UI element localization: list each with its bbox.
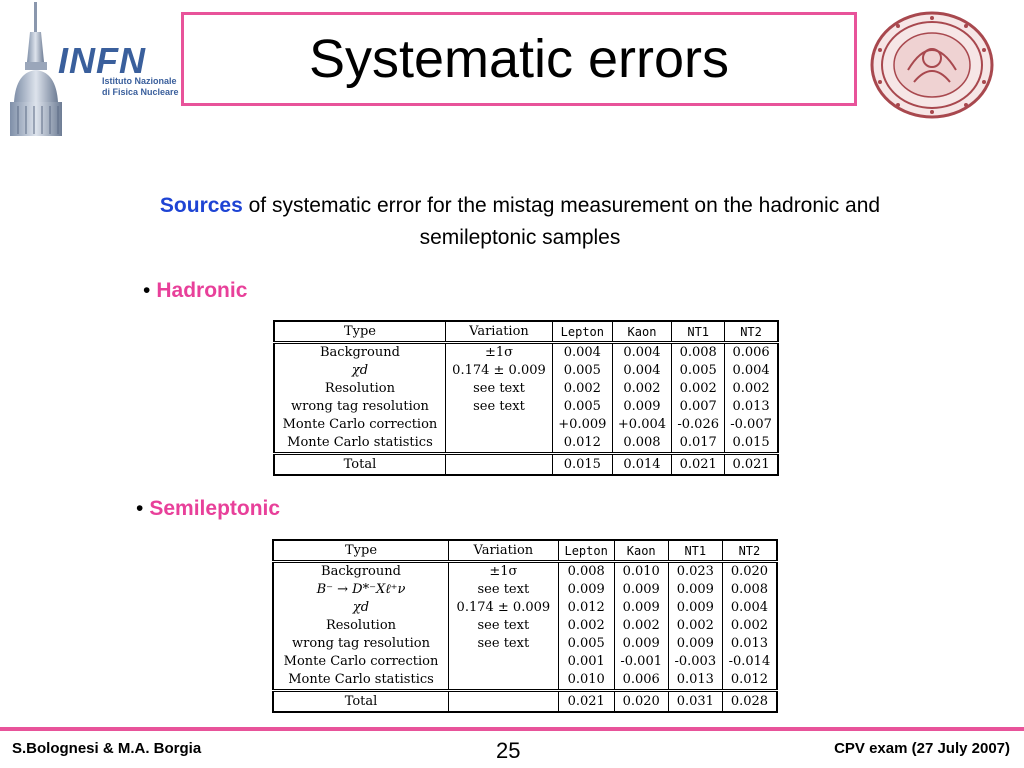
bullet-dot: • bbox=[143, 279, 151, 302]
cell: 0.020 bbox=[722, 562, 777, 582]
table-row bbox=[274, 434, 778, 454]
header-type: Type bbox=[273, 540, 449, 562]
cell: 0.002 bbox=[553, 380, 613, 398]
cell: Background bbox=[321, 564, 401, 579]
cell: Total bbox=[274, 454, 445, 476]
cell: -0.007 bbox=[725, 416, 778, 434]
cell: 0.001 bbox=[558, 653, 614, 671]
cell: 0.009 bbox=[668, 599, 722, 617]
cell: 0.002 bbox=[668, 617, 722, 635]
bullet-semileptonic bbox=[136, 497, 280, 521]
footer-divider bbox=[0, 727, 1024, 731]
cell bbox=[445, 434, 552, 454]
infn-subtitle-line2: di Fisica Nucleare bbox=[102, 87, 179, 97]
cell bbox=[449, 691, 559, 713]
cell: 0.004 bbox=[553, 343, 613, 363]
cell: 0.021 bbox=[558, 691, 614, 713]
cell: -0.001 bbox=[614, 653, 668, 671]
cell: 0.002 bbox=[672, 380, 725, 398]
cell: +0.009 bbox=[553, 416, 613, 434]
cell: 0.002 bbox=[612, 380, 672, 398]
cell: -0.003 bbox=[668, 653, 722, 671]
header-nt1: NT1 bbox=[672, 321, 725, 343]
cell: 0.009 bbox=[614, 635, 668, 653]
cell: 0.174 ± 0.009 bbox=[445, 362, 552, 380]
cell: 0.002 bbox=[558, 617, 614, 635]
infn-subtitle-line1: Istituto Nazionale bbox=[102, 76, 177, 86]
cell: 0.009 bbox=[614, 581, 668, 599]
cell: 0.004 bbox=[612, 343, 672, 363]
cell: see text bbox=[449, 581, 559, 599]
cell: 0.013 bbox=[722, 635, 777, 653]
intro-rest: of systematic error for the mistag measurement on the hadronic and semileptonic samples bbox=[242, 194, 881, 249]
cell: see text bbox=[445, 398, 552, 416]
cell: 0.010 bbox=[558, 671, 614, 691]
cell: -0.026 bbox=[672, 416, 725, 434]
cell: 0.021 bbox=[672, 454, 725, 476]
table-row bbox=[273, 617, 777, 635]
cell: 0.017 bbox=[672, 434, 725, 454]
cell: Resolution bbox=[324, 381, 395, 396]
cell: 0.008 bbox=[612, 434, 672, 454]
cell: 0.012 bbox=[722, 671, 777, 691]
table-row bbox=[274, 380, 778, 398]
table-row bbox=[274, 362, 778, 380]
cell: 0.031 bbox=[668, 691, 722, 713]
cell: 0.012 bbox=[553, 434, 613, 454]
table-row bbox=[274, 416, 778, 434]
infn-logo bbox=[6, 2, 178, 136]
table-total-row bbox=[273, 691, 777, 713]
header-type: Type bbox=[274, 321, 445, 343]
header-kaon: Kaon bbox=[612, 321, 672, 343]
section-label-hadronic: Hadronic bbox=[156, 279, 248, 302]
cell: 0.012 bbox=[558, 599, 614, 617]
table-header-row bbox=[274, 321, 778, 343]
cell: 0.004 bbox=[612, 362, 672, 380]
cell: Monte Carlo statistics bbox=[287, 435, 433, 450]
cell: Monte Carlo correction bbox=[282, 417, 438, 432]
table-row bbox=[273, 635, 777, 653]
cell: 0.020 bbox=[614, 691, 668, 713]
cell: χd bbox=[351, 363, 369, 378]
cell: 0.006 bbox=[725, 343, 778, 363]
cell: +0.004 bbox=[612, 416, 672, 434]
table-row bbox=[273, 562, 777, 582]
cell: 0.004 bbox=[722, 599, 777, 617]
cell: 0.008 bbox=[722, 581, 777, 599]
cell: 0.002 bbox=[725, 380, 778, 398]
cell: 0.009 bbox=[668, 581, 722, 599]
cell: 0.015 bbox=[553, 454, 613, 476]
slide-title: Systematic errors bbox=[308, 29, 730, 89]
header-lepton: Lepton bbox=[553, 321, 613, 343]
table-row bbox=[273, 671, 777, 691]
cell: B⁻ → D*⁻Xℓ⁺ν bbox=[316, 582, 406, 597]
table-total-row bbox=[274, 454, 778, 476]
title-box bbox=[181, 12, 857, 106]
footer-event: CPV exam (27 July 2007) bbox=[834, 740, 1010, 757]
table-row bbox=[273, 653, 777, 671]
cell: 0.009 bbox=[614, 599, 668, 617]
intro-text bbox=[130, 190, 910, 254]
cell: ±1σ bbox=[445, 343, 552, 363]
cell: Monte Carlo statistics bbox=[288, 672, 434, 687]
cell: see text bbox=[445, 380, 552, 398]
cell: 0.021 bbox=[725, 454, 778, 476]
table-row bbox=[274, 343, 778, 363]
intro-highlight: Sources bbox=[159, 194, 243, 217]
header-nt2: NT2 bbox=[725, 321, 778, 343]
cell: 0.005 bbox=[558, 635, 614, 653]
page-number: 25 bbox=[496, 738, 521, 763]
cell: χd bbox=[352, 600, 370, 615]
cell: 0.008 bbox=[558, 562, 614, 582]
header-nt2: NT2 bbox=[722, 540, 777, 562]
cell: 0.005 bbox=[553, 398, 613, 416]
cell: 0.009 bbox=[668, 635, 722, 653]
table-header-row bbox=[273, 540, 777, 562]
cell: 0.007 bbox=[672, 398, 725, 416]
cell bbox=[449, 671, 559, 691]
cell: Monte Carlo correction bbox=[283, 654, 439, 669]
hadronic-table bbox=[273, 320, 779, 476]
table-row bbox=[274, 398, 778, 416]
cell: 0.005 bbox=[553, 362, 613, 380]
cell: 0.013 bbox=[725, 398, 778, 416]
mole-antonelliana-icon bbox=[6, 2, 66, 136]
cell: wrong tag resolution bbox=[292, 636, 430, 651]
cell: ±1σ bbox=[449, 562, 559, 582]
cell: see text bbox=[449, 635, 559, 653]
cell: 0.015 bbox=[725, 434, 778, 454]
cell: wrong tag resolution bbox=[290, 399, 429, 414]
header-kaon: Kaon bbox=[614, 540, 668, 562]
header-variation: Variation bbox=[449, 540, 559, 562]
bullet-hadronic bbox=[143, 279, 247, 303]
cell: 0.013 bbox=[668, 671, 722, 691]
cell: 0.009 bbox=[612, 398, 672, 416]
footer-authors: S.Bolognesi & M.A. Borgia bbox=[12, 740, 202, 757]
cell: 0.009 bbox=[558, 581, 614, 599]
cell: Resolution bbox=[325, 618, 397, 633]
table-row bbox=[273, 581, 777, 599]
semileptonic-table bbox=[272, 539, 778, 713]
cell: 0.014 bbox=[612, 454, 672, 476]
cell: 0.008 bbox=[672, 343, 725, 363]
cell: Total bbox=[273, 691, 449, 713]
university-seal-icon bbox=[868, 10, 996, 120]
cell: 0.028 bbox=[722, 691, 777, 713]
cell bbox=[445, 416, 552, 434]
cell: Background bbox=[320, 345, 400, 360]
header-lepton: Lepton bbox=[558, 540, 614, 562]
cell bbox=[445, 454, 552, 476]
section-label-semileptonic: Semileptonic bbox=[149, 497, 281, 520]
header-variation: Variation bbox=[445, 321, 552, 343]
cell: 0.002 bbox=[614, 617, 668, 635]
cell bbox=[449, 653, 559, 671]
cell: see text bbox=[449, 617, 559, 635]
bullet-dot: • bbox=[136, 497, 144, 520]
cell: 0.023 bbox=[668, 562, 722, 582]
infn-wordmark: INFN bbox=[58, 40, 146, 81]
cell: 0.006 bbox=[614, 671, 668, 691]
cell: 0.005 bbox=[672, 362, 725, 380]
header-nt1: NT1 bbox=[668, 540, 722, 562]
cell: -0.014 bbox=[722, 653, 777, 671]
cell: 0.174 ± 0.009 bbox=[449, 599, 559, 617]
cell: 0.002 bbox=[722, 617, 777, 635]
table-row bbox=[273, 599, 777, 617]
cell: 0.010 bbox=[614, 562, 668, 582]
cell: 0.004 bbox=[725, 362, 778, 380]
